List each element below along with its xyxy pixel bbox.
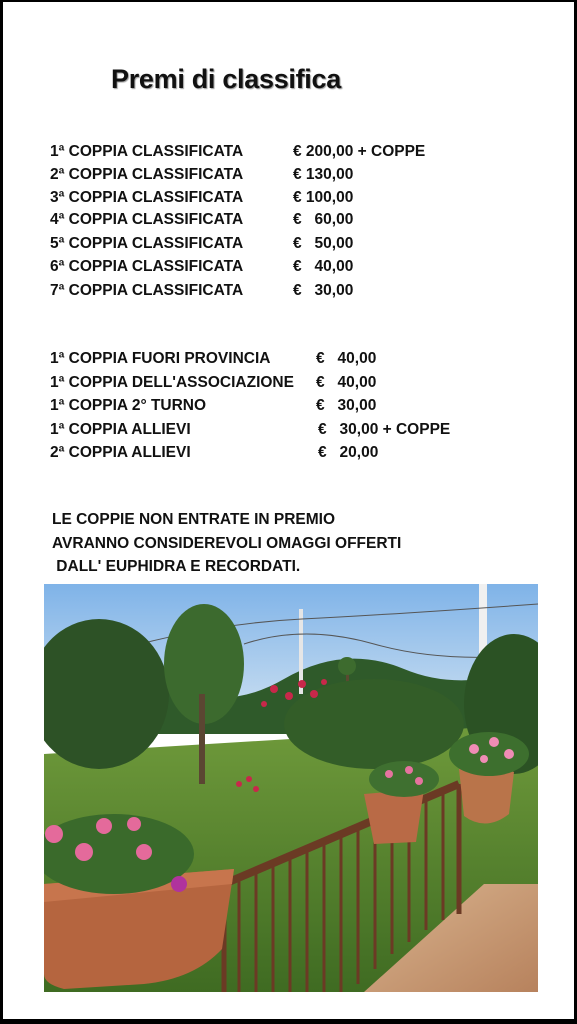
prize-label: 2ª COPPIA CLASSIFICATA [50,166,244,183]
prize-amount: € 40,00 [316,350,377,367]
prize-row [50,166,450,186]
prize-amount: € 20,00 [318,444,379,461]
prize-amount: € 30,00 [293,282,354,299]
prize-label: 1ª COPPIA CLASSIFICATA [50,143,244,160]
prize-label: 1ª COPPIA DELL'ASSOCIAZIONE [50,374,294,391]
prize-label: 6ª COPPIA CLASSIFICATA [50,258,244,275]
special-prize-row [50,444,470,464]
prize-row [50,211,450,231]
prize-row [50,282,450,302]
prize-label: 7ª COPPIA CLASSIFICATA [50,282,244,299]
prize-amount: € 30,00 [316,397,377,414]
prize-label: 2ª COPPIA ALLIEVI [50,444,191,461]
special-prize-row [50,350,470,370]
prize-amount: € 40,00 [293,258,354,275]
prize-label: 5ª COPPIA CLASSIFICATA [50,235,244,252]
prize-label: 4ª COPPIA CLASSIFICATA [50,211,244,228]
flyer-page [3,2,574,1019]
prize-row [50,189,450,209]
note-line: LE COPPIE NON ENTRATE IN PREMIO [52,511,336,528]
garden-illustration [44,584,538,992]
prize-row [50,235,450,255]
note-line: AVRANNO CONSIDEREVOLI OMAGGI OFFERTI [52,535,402,552]
prize-amount: € 40,00 [316,374,377,391]
prize-label: 1ª COPPIA ALLIEVI [50,421,191,438]
special-prize-row [50,397,470,417]
prize-amount: € 60,00 [293,211,354,228]
page-title: Premi di classifica [111,64,341,94]
prize-amount: € 130,00 [293,166,354,183]
prize-label: 3ª COPPIA CLASSIFICATA [50,189,244,206]
special-prize-row [50,421,470,441]
prize-row [50,258,450,278]
note-line: DALL' EUPHIDRA E RECORDATI. [52,558,301,575]
prize-amount: € 50,00 [293,235,354,252]
prize-row [50,143,450,163]
prize-label: 1ª COPPIA FUORI PROVINCIA [50,350,271,367]
prize-amount: € 200,00 + COPPE [293,143,426,160]
prize-amount: € 100,00 [293,189,354,206]
special-prize-row [50,374,470,394]
prize-label: 1ª COPPIA 2° TURNO [50,397,207,414]
garden-photo [44,584,538,992]
prize-amount: € 30,00 + COPPE [318,421,451,438]
